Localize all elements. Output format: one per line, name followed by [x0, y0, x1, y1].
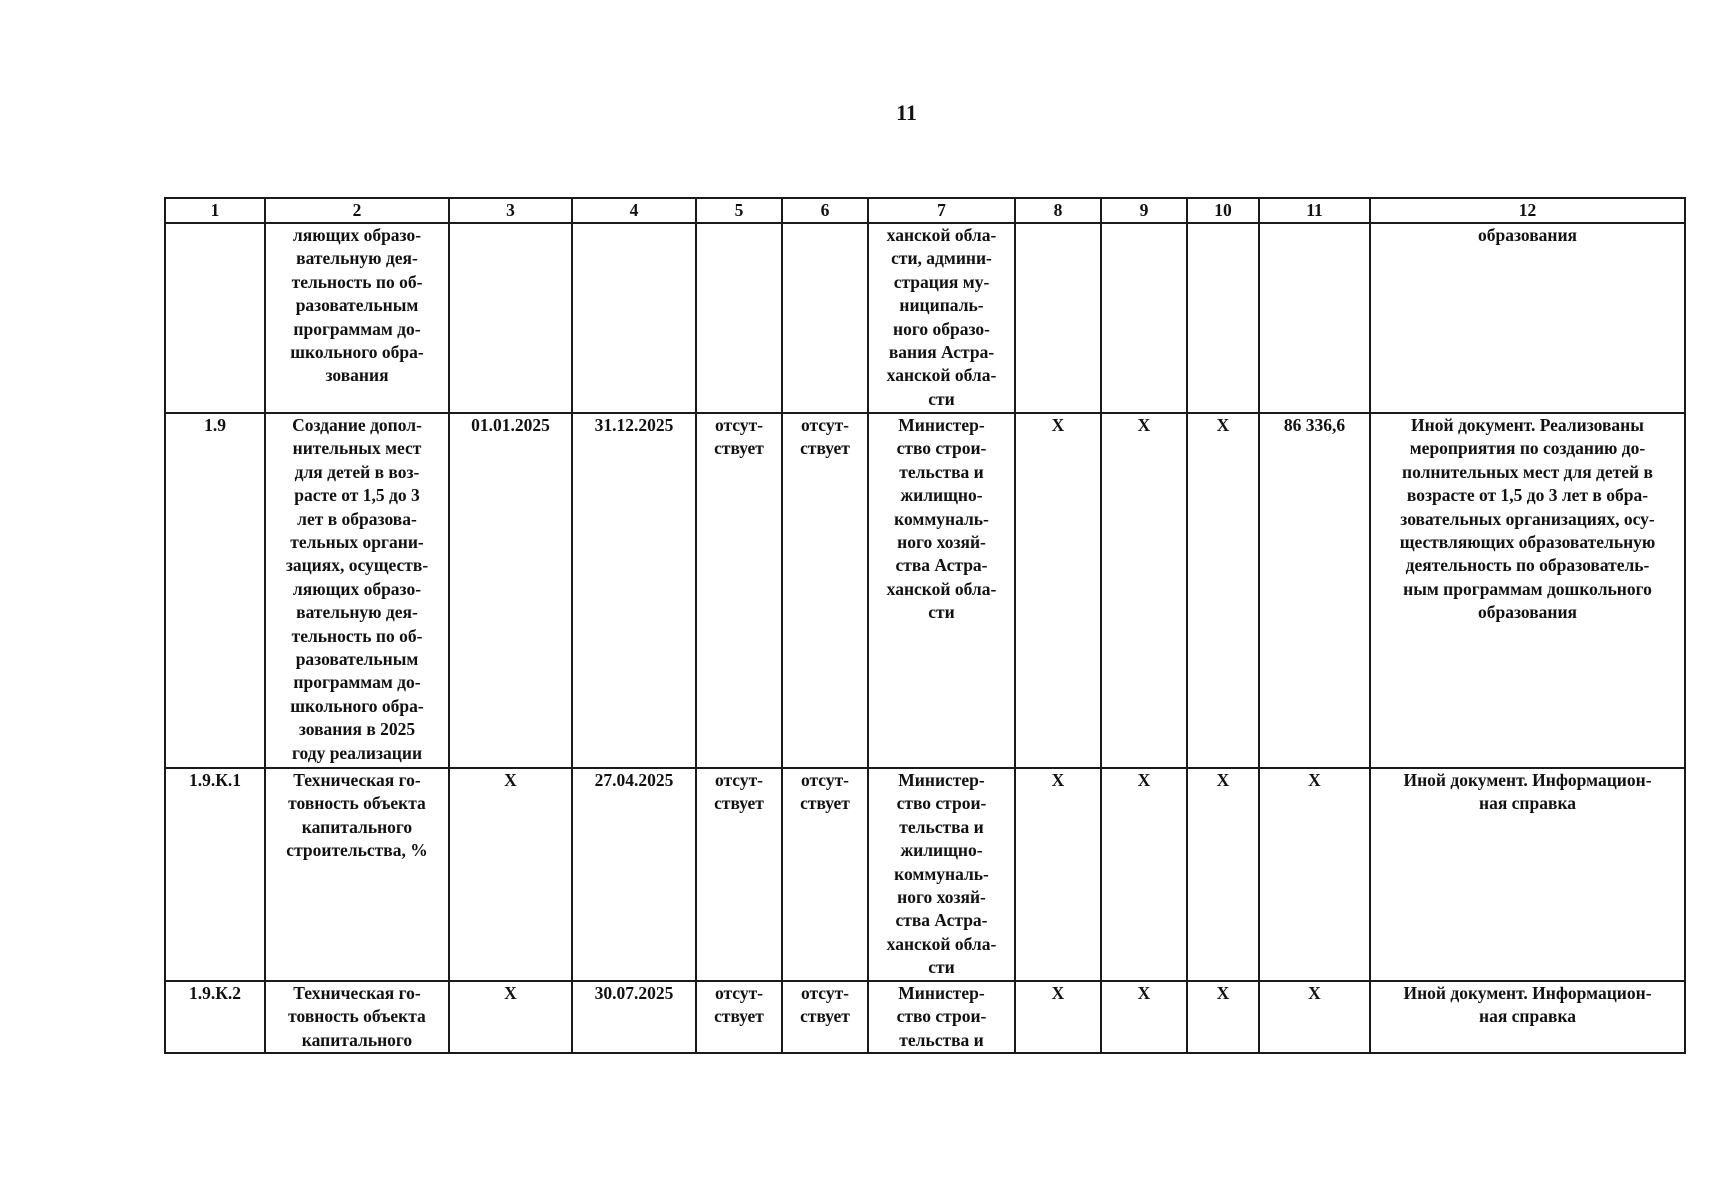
table-cell [265, 981, 449, 1053]
table-cell [696, 768, 782, 981]
table-cell [449, 413, 572, 768]
cell-text: X [504, 770, 517, 790]
cell-text: 01.01.2025 [471, 415, 550, 435]
cell-text: X [1051, 983, 1065, 1003]
cell-text: X [1216, 770, 1230, 790]
table-row-1-9-k-2 [165, 981, 1685, 1053]
cell-text: X [1308, 770, 1321, 790]
table-cell [868, 768, 1015, 981]
column-header: 12 [1370, 198, 1685, 223]
table-cell [782, 223, 868, 413]
table-cell [1370, 223, 1685, 413]
table-cell [696, 413, 782, 768]
cell-text: Техническая го- товность объекта капитального [288, 983, 426, 1050]
table-cell [696, 981, 782, 1053]
table-cell [1370, 413, 1685, 768]
table-cell [1187, 981, 1259, 1053]
column-header: 1 [165, 198, 265, 223]
cell-text: X [1216, 415, 1230, 435]
cell-text: 1.9.К.1 [188, 770, 242, 790]
table-cell [1101, 413, 1187, 768]
table-cell [1015, 981, 1101, 1053]
column-header: 6 [782, 198, 868, 223]
table-cell [165, 223, 265, 413]
cell-text: X [1308, 983, 1321, 1003]
table-cell [1101, 223, 1187, 413]
table-cell [449, 223, 572, 413]
table-cell [696, 223, 782, 413]
table-cell [165, 768, 265, 981]
cell-text: X [504, 983, 517, 1003]
column-header: 3 [449, 198, 572, 223]
cell-text: Техническая го- товность объекта капитального строительства, % [286, 770, 428, 861]
table-cell [1370, 768, 1685, 981]
page-number-text: 11 [896, 100, 917, 125]
table-cell [1370, 981, 1685, 1053]
cell-text: ханской обла- сти, админи- страция му- ниципаль- ного образо- вания Астра- ханской обла- сти [886, 225, 997, 409]
cell-text: Иной документ. Информацион- ная справка [1403, 983, 1652, 1027]
table-cell [1101, 768, 1187, 981]
table-cell [1259, 413, 1370, 768]
cell-text: ляющих образо- вательную дея- тельность по об- разовательным программам до- школьного обра- зования [290, 225, 424, 386]
column-header: 11 [1259, 198, 1370, 223]
column-header: 4 [572, 198, 696, 223]
table-cell [1187, 768, 1259, 981]
table-cell [782, 413, 868, 768]
cell-text: Министер- ство строи- тельства и жилищно- коммуналь- ного хозяй- ства Астра- ханской обла- сти [886, 770, 997, 978]
column-header: 8 [1015, 198, 1101, 223]
table-cell [265, 413, 449, 768]
table-cell [1187, 413, 1259, 768]
table-cell [1015, 768, 1101, 981]
page-number [0, 100, 1711, 126]
table-cell [1015, 223, 1101, 413]
cell-text: отсут- ствует [800, 770, 850, 814]
column-header: 2 [265, 198, 449, 223]
cell-text: отсут- ствует [800, 983, 850, 1027]
cell-text: Иной документ. Информацион- ная справка [1403, 770, 1652, 814]
cell-text: Создание допол- нительных мест для детей в воз- расте от 1,5 до 3 лет в образова- тельных органи- зациях, осуществ- ляющих образо- вательную дея- тельность по об- разовательным программам до- школьного обра- зования в 2025 году реализации [285, 415, 429, 763]
cell-text: Министер- ство строи- тельства и жилищно- коммуналь- ного хозяй- ства Астра- ханской обла- сти [886, 415, 997, 623]
table-cell [165, 981, 265, 1053]
cell-text: Министер- ство строи- тельства и [896, 983, 987, 1050]
results-table [164, 197, 1686, 1054]
column-header: 7 [868, 198, 1015, 223]
table-row-continuation [165, 223, 1685, 413]
table-row-1-9-k-1 [165, 768, 1685, 981]
table-cell [1259, 768, 1370, 981]
table-cell [1187, 223, 1259, 413]
column-header: 9 [1101, 198, 1187, 223]
table-cell [449, 981, 572, 1053]
table-cell [868, 413, 1015, 768]
cell-text: 1.9 [204, 415, 226, 435]
cell-text: Иной документ. Реализованы мероприятия по созданию до- полнительных мест для детей в возрасте от 1,5 до 3 лет в обра- зовательных организациях, осу- ществляющих образовательную деятельность по образователь- ным программам дошкольного образования [1399, 415, 1656, 623]
cell-text: 1.9.К.2 [188, 983, 242, 1003]
table-cell [265, 223, 449, 413]
cell-text: отсут- ствует [714, 770, 764, 814]
table-cell [868, 223, 1015, 413]
cell-text: 30.07.2025 [594, 983, 674, 1003]
table-cell [165, 413, 265, 768]
table-cell [572, 223, 696, 413]
cell-text: X [1137, 415, 1151, 435]
table-cell [449, 768, 572, 981]
cell-text: 86 336,6 [1283, 415, 1346, 435]
cell-text: отсут- ствует [714, 983, 764, 1027]
cell-text: X [1137, 983, 1151, 1003]
table-row-1-9 [165, 413, 1685, 768]
table-cell [572, 413, 696, 768]
cell-text: отсут- ствует [714, 415, 764, 459]
table-cell [782, 981, 868, 1053]
cell-text: X [1051, 770, 1065, 790]
column-header: 10 [1187, 198, 1259, 223]
cell-text: 27.04.2025 [594, 770, 674, 790]
table-cell [1259, 223, 1370, 413]
cell-text: образования [1477, 225, 1578, 245]
table-cell [1015, 413, 1101, 768]
cell-text: X [1051, 415, 1065, 435]
table-cell [782, 768, 868, 981]
table-cell [1101, 981, 1187, 1053]
table-cell [868, 981, 1015, 1053]
cell-text: 31.12.2025 [594, 415, 674, 435]
table-cell [572, 768, 696, 981]
column-header: 5 [696, 198, 782, 223]
table-header-row [165, 198, 1685, 223]
table-cell [265, 768, 449, 981]
cell-text: X [1216, 983, 1230, 1003]
table-cell [572, 981, 696, 1053]
cell-text: отсут- ствует [800, 415, 850, 459]
cell-text: X [1137, 770, 1151, 790]
table-cell [1259, 981, 1370, 1053]
